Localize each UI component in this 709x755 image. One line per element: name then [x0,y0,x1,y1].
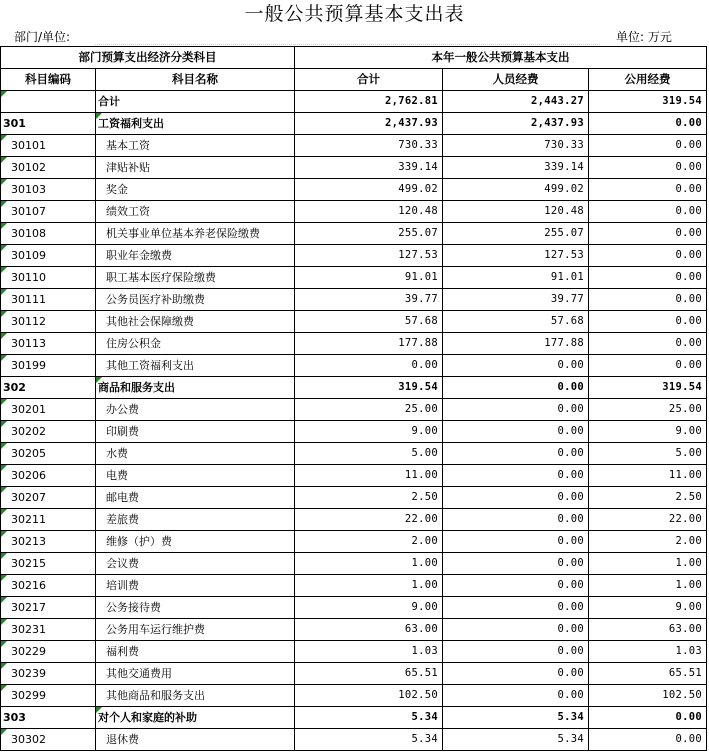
name-cell: 印刷费 [96,421,295,443]
total-cell: 22.00 [295,509,443,531]
public-cell: 0.00 [589,707,707,729]
personnel-cell: 0.00 [443,399,589,421]
public-cell: 0.00 [589,729,707,751]
name-cell: 培训费 [96,575,295,597]
table-row [1,377,707,399]
code-cell: 302 [1,377,96,399]
table-row [1,553,707,575]
total-cell: 102.50 [295,685,443,707]
total-row [1,91,707,113]
code-cell: 30206 [1,465,96,487]
total-cell: 9.00 [295,421,443,443]
public-cell: 0.00 [589,113,707,135]
total-cell: 1.00 [295,575,443,597]
table-row [1,597,707,619]
public-cell: 0.00 [589,311,707,333]
total-personnel-cell: 2,443.27 [443,91,589,113]
header-group-right: 本年一般公共预算基本支出 [295,47,707,69]
name-cell: 退休费 [96,729,295,751]
personnel-cell: 57.68 [443,311,589,333]
code-cell: 30113 [1,333,96,355]
total-cell: 319.54 [295,377,443,399]
personnel-cell: 255.07 [443,223,589,245]
table-row [1,531,707,553]
personnel-cell: 0.00 [443,597,589,619]
total-name-cell: 合计 [96,91,295,113]
code-cell: 30103 [1,179,96,201]
public-cell: 0.00 [589,267,707,289]
public-cell: 22.00 [589,509,707,531]
personnel-cell: 0.00 [443,553,589,575]
total-cell: 63.00 [295,619,443,641]
personnel-cell: 0.00 [443,443,589,465]
code-cell: 30110 [1,267,96,289]
name-cell: 水费 [96,443,295,465]
code-cell: 30302 [1,729,96,751]
code-cell: 301 [1,113,96,135]
table-row [1,421,707,443]
personnel-cell: 0.00 [443,641,589,663]
personnel-cell: 0.00 [443,531,589,553]
name-cell: 对个人和家庭的补助 [96,707,295,729]
personnel-cell: 5.34 [443,707,589,729]
name-cell: 其他交通费用 [96,663,295,685]
table-row [1,663,707,685]
personnel-cell: 0.00 [443,487,589,509]
header-group-left: 部门预算支出经济分类科目 [1,47,295,69]
public-cell: 0.00 [589,201,707,223]
public-cell: 0.00 [589,223,707,245]
code-cell: 30199 [1,355,96,377]
table-row [1,399,707,421]
total-cell: 2.50 [295,487,443,509]
public-cell: 11.00 [589,465,707,487]
code-cell: 30217 [1,597,96,619]
name-cell: 维修（护）费 [96,531,295,553]
public-cell: 63.00 [589,619,707,641]
name-cell: 工资福利支出 [96,113,295,135]
total-cell: 120.48 [295,201,443,223]
header-group-row [1,47,707,69]
personnel-cell: 39.77 [443,289,589,311]
code-cell: 30207 [1,487,96,509]
public-cell: 0.00 [589,179,707,201]
table-row [1,707,707,729]
total-cell: 2.00 [295,531,443,553]
total-cell: 5.00 [295,443,443,465]
code-cell: 30111 [1,289,96,311]
personnel-cell: 730.33 [443,135,589,157]
name-cell: 差旅费 [96,509,295,531]
name-cell: 其他商品和服务支出 [96,685,295,707]
header-name: 科目名称 [96,69,295,91]
total-cell: 255.07 [295,223,443,245]
personnel-cell: 0.00 [443,685,589,707]
total-cell: 2,437.93 [295,113,443,135]
table-row [1,179,707,201]
name-cell: 办公费 [96,399,295,421]
personnel-cell: 0.00 [443,355,589,377]
total-code-cell [1,91,96,113]
code-cell: 30107 [1,201,96,223]
table-row [1,575,707,597]
budget-table [0,46,707,751]
name-cell: 其他社会保障缴费 [96,311,295,333]
name-cell: 基本工资 [96,135,295,157]
public-cell: 0.00 [589,135,707,157]
name-cell: 会议费 [96,553,295,575]
table-row [1,135,707,157]
public-cell: 0.00 [589,245,707,267]
personnel-cell: 0.00 [443,509,589,531]
public-cell: 65.51 [589,663,707,685]
code-cell: 30108 [1,223,96,245]
name-cell: 职业年金缴费 [96,245,295,267]
personnel-cell: 0.00 [443,377,589,399]
dept-label: 部门/单位: [14,30,71,44]
table-row [1,443,707,465]
total-public-cell: 319.54 [589,91,707,113]
total-cell: 25.00 [295,399,443,421]
personnel-cell: 0.00 [443,619,589,641]
table-row [1,333,707,355]
personnel-cell: 120.48 [443,201,589,223]
personnel-cell: 339.14 [443,157,589,179]
table-row [1,245,707,267]
code-cell: 30109 [1,245,96,267]
dept-value-line [95,44,600,45]
total-cell: 5.34 [295,707,443,729]
public-cell: 319.54 [589,377,707,399]
personnel-cell: 127.53 [443,245,589,267]
code-cell: 30211 [1,509,96,531]
personnel-cell: 2,437.93 [443,113,589,135]
name-cell: 公务用车运行维护费 [96,619,295,641]
public-cell: 1.00 [589,575,707,597]
table-row [1,509,707,531]
total-cell: 730.33 [295,135,443,157]
code-cell: 30239 [1,663,96,685]
name-cell: 电费 [96,465,295,487]
name-cell: 公务员医疗补助缴费 [96,289,295,311]
public-cell: 9.00 [589,597,707,619]
name-cell: 奖金 [96,179,295,201]
unit-label: 单位: 万元 [616,30,672,44]
public-cell: 25.00 [589,399,707,421]
page-title: 一般公共预算基本支出表 [244,3,465,25]
public-cell: 0.00 [589,355,707,377]
table-row [1,113,707,135]
name-cell: 商品和服务支出 [96,377,295,399]
name-cell: 绩效工资 [96,201,295,223]
table-row [1,311,707,333]
personnel-cell: 0.00 [443,575,589,597]
total-cell: 39.77 [295,289,443,311]
header-code: 科目编码 [1,69,96,91]
total-cell: 65.51 [295,663,443,685]
table-row [1,619,707,641]
name-cell: 其他工资福利支出 [96,355,295,377]
total-cell: 9.00 [295,597,443,619]
name-cell: 福利费 [96,641,295,663]
table-row [1,685,707,707]
personnel-cell: 499.02 [443,179,589,201]
table-row [1,355,707,377]
total-cell: 177.88 [295,333,443,355]
table-row [1,157,707,179]
code-cell: 30101 [1,135,96,157]
header-personnel: 人员经费 [443,69,589,91]
name-cell: 职工基本医疗保险缴费 [96,267,295,289]
total-cell: 1.00 [295,553,443,575]
public-cell: 5.00 [589,443,707,465]
public-cell: 1.03 [589,641,707,663]
personnel-cell: 0.00 [443,663,589,685]
code-cell: 30213 [1,531,96,553]
code-cell: 30229 [1,641,96,663]
code-cell: 30216 [1,575,96,597]
header-column-row [1,69,707,91]
personnel-cell: 0.00 [443,421,589,443]
public-cell: 102.50 [589,685,707,707]
total-cell: 127.53 [295,245,443,267]
code-cell: 30205 [1,443,96,465]
table-row [1,641,707,663]
public-cell: 0.00 [589,333,707,355]
code-cell: 303 [1,707,96,729]
public-cell: 1.00 [589,553,707,575]
name-cell: 机关事业单位基本养老保险缴费 [96,223,295,245]
header-public: 公用经费 [589,69,707,91]
personnel-cell: 177.88 [443,333,589,355]
table-row [1,289,707,311]
table-row [1,223,707,245]
public-cell: 0.00 [589,289,707,311]
total-cell: 339.14 [295,157,443,179]
total-cell: 499.02 [295,179,443,201]
table-row [1,267,707,289]
code-cell: 30102 [1,157,96,179]
public-cell: 9.00 [589,421,707,443]
table-row [1,201,707,223]
total-total-cell: 2,762.81 [295,91,443,113]
total-cell: 5.34 [295,729,443,751]
personnel-cell: 0.00 [443,465,589,487]
code-cell: 30231 [1,619,96,641]
header-total: 合计 [295,69,443,91]
table-row [1,729,707,751]
code-cell: 30299 [1,685,96,707]
name-cell: 邮电费 [96,487,295,509]
name-cell: 住房公积金 [96,333,295,355]
public-cell: 2.50 [589,487,707,509]
table-row [1,465,707,487]
total-cell: 57.68 [295,311,443,333]
public-cell: 2.00 [589,531,707,553]
public-cell: 0.00 [589,157,707,179]
personnel-cell: 5.34 [443,729,589,751]
code-cell: 30201 [1,399,96,421]
code-cell: 30215 [1,553,96,575]
name-cell: 公务接待费 [96,597,295,619]
total-cell: 91.01 [295,267,443,289]
code-cell: 30112 [1,311,96,333]
total-cell: 1.03 [295,641,443,663]
personnel-cell: 91.01 [443,267,589,289]
name-cell: 津贴补贴 [96,157,295,179]
total-cell: 0.00 [295,355,443,377]
total-cell: 11.00 [295,465,443,487]
table-row [1,487,707,509]
code-cell: 30202 [1,421,96,443]
